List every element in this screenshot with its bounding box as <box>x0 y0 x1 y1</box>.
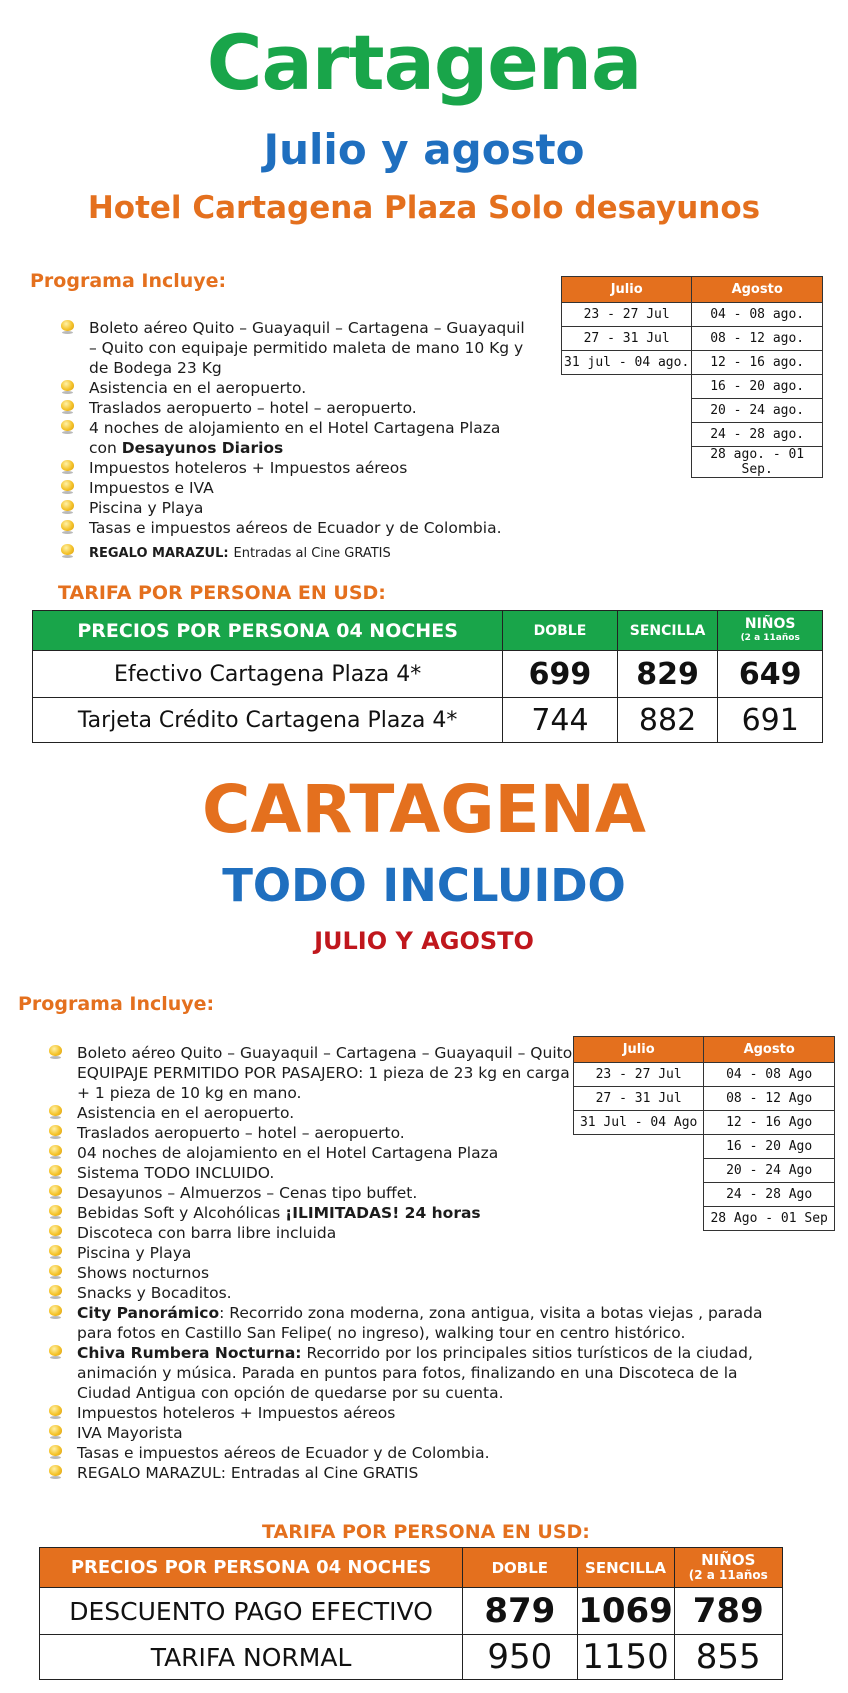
price-cell: 699 <box>503 651 617 698</box>
row-label: Efectivo Cartagena Plaza 4* <box>33 651 503 698</box>
list-item: Piscina y Playa <box>49 1243 789 1263</box>
program-heading-2: Programa Incluye: <box>18 993 215 1015</box>
date-cell: 12 - 16 ago. <box>692 351 823 375</box>
bullet-icon <box>61 480 74 491</box>
list-item: Asistencia en el aeropuerto. <box>49 1103 789 1123</box>
list-item-gift: REGALO MARAZUL: Entradas al Cine GRATIS <box>61 542 531 564</box>
list-item: 4 noches de alojamiento en el Hotel Cartagena Plaza con Desayunos Diarios <box>61 418 531 458</box>
bullet-icon <box>49 1145 62 1156</box>
bullet-icon <box>49 1285 62 1296</box>
date-cell: 08 - 12 Ago <box>704 1087 835 1111</box>
col-sencilla: SENCILLA <box>577 1548 674 1588</box>
bullet-icon <box>49 1445 62 1456</box>
price-cell: 882 <box>617 698 718 743</box>
dates-header-julio: Julio <box>562 277 692 303</box>
list-item: Chiva Rumbera Nocturna: Recorrido por los principales sitios turísticos de la ciudad, animación y música. Parada en puntos para fotos, finalizando en una Discoteca de la Ciudad Antigua con opción de quedarse por su cuenta. <box>49 1343 789 1403</box>
price-cell: 789 <box>674 1588 783 1635</box>
date-cell: 04 - 08 Ago <box>704 1063 835 1087</box>
subtitle-hotel: Hotel Cartagena Plaza Solo desayunos <box>87 190 761 226</box>
list-item: Piscina y Playa <box>61 498 531 518</box>
bullet-icon <box>61 544 74 555</box>
price-table <box>32 610 823 743</box>
list-item: Sistema TODO INCLUIDO. <box>49 1163 789 1183</box>
price-cell: 1069 <box>577 1588 674 1635</box>
bullet-icon <box>49 1225 62 1236</box>
list-item: Traslados aeropuerto – hotel – aeropuerto. <box>61 398 531 418</box>
list-item: Discoteca con barra libre incluida <box>49 1223 789 1243</box>
date-cell: 27 - 31 Jul <box>562 327 692 351</box>
table-row <box>40 1588 783 1635</box>
table-row <box>33 651 823 698</box>
date-cell: 27 - 31 Jul <box>574 1087 704 1111</box>
date-cell: 08 - 12 ago. <box>692 327 823 351</box>
price-cell: 691 <box>718 698 823 743</box>
bullet-icon <box>49 1265 62 1276</box>
bullet-icon <box>49 1425 62 1436</box>
tarifa-label: TARIFA POR PERSONA EN USD: <box>58 582 386 604</box>
bullet-icon <box>49 1465 62 1476</box>
bullet-icon <box>61 460 74 471</box>
date-cell: 23 - 27 Jul <box>562 303 692 327</box>
dates-header-agosto: Agosto <box>704 1037 835 1063</box>
date-cell: 12 - 16 Ago <box>704 1111 835 1135</box>
list-item: REGALO MARAZUL: Entradas al Cine GRATIS <box>49 1463 789 1483</box>
date-cell: 20 - 24 ago. <box>692 399 823 423</box>
bullet-icon <box>61 520 74 531</box>
col-doble: DOBLE <box>463 1548 577 1588</box>
row-label: DESCUENTO PAGO EFECTIVO <box>40 1588 463 1635</box>
list-item: Boleto aéreo Quito – Guayaquil – Cartagena – Guayaquil – Quito con equipaje permitido maleta de mano 10 Kg y de Bodega 23 Kg <box>61 318 531 378</box>
date-cell: 28 Ago - 01 Sep <box>704 1207 835 1231</box>
date-cell: 23 - 27 Jul <box>574 1063 704 1087</box>
row-label: TARIFA NORMAL <box>40 1635 463 1680</box>
subtitle-months: Julio y agosto <box>263 125 585 174</box>
price-cell: 855 <box>674 1635 783 1680</box>
date-cell: 04 - 08 ago. <box>692 303 823 327</box>
section2-title: CARTAGENA <box>202 771 646 848</box>
table-row <box>40 1635 783 1680</box>
col-ninos: NIÑOS (2 a 11años <box>674 1548 783 1588</box>
date-cell: 31 Jul - 04 Ago <box>574 1111 704 1135</box>
program-heading: Programa Incluye: <box>30 270 227 292</box>
price-cell: 829 <box>617 651 718 698</box>
date-cell: 20 - 24 Ago <box>704 1159 835 1183</box>
list-item: Bebidas Soft y Alcohólicas ¡ILIMITADAS! 24 horas <box>49 1203 789 1223</box>
price-header: PRECIOS POR PERSONA 04 NOCHES <box>33 611 503 651</box>
dates-table-2 <box>573 1036 835 1231</box>
list-item: Desayunos – Almuerzos – Cenas tipo buffet. <box>49 1183 789 1203</box>
list-item: Tasas e impuestos aéreos de Ecuador y de Colombia. <box>49 1443 789 1463</box>
price-cell: 744 <box>503 698 617 743</box>
price-header: PRECIOS POR PERSONA 04 NOCHES <box>40 1548 463 1588</box>
price-cell: 950 <box>463 1635 577 1680</box>
list-item: 04 noches de alojamiento en el Hotel Cartagena Plaza <box>49 1143 789 1163</box>
bullet-icon <box>49 1105 62 1116</box>
list-item: Impuestos e IVA <box>61 478 531 498</box>
table-row <box>33 698 823 743</box>
section2-subtitle: TODO INCLUIDO <box>222 859 626 912</box>
bullet-icon <box>61 420 74 431</box>
bullet-icon <box>61 320 74 331</box>
list-item: Tasas e impuestos aéreos de Ecuador y de Colombia. <box>61 518 531 538</box>
bullet-icon <box>49 1305 62 1316</box>
bullet-icon <box>61 380 74 391</box>
dates-header-agosto: Agosto <box>692 277 823 303</box>
bullet-icon <box>49 1045 62 1056</box>
list-item: Boleto aéreo Quito – Guayaquil – Cartagena – Guayaquil – Quito EQUIPAJE PERMITIDO POR PASAJERO: 1 pieza de 23 kg en carga + 1 pieza de 10 kg en mano. <box>49 1043 587 1103</box>
price-cell: 1150 <box>577 1635 674 1680</box>
price-cell: 649 <box>718 651 823 698</box>
col-ninos: NIÑOS (2 a 11años <box>718 611 823 651</box>
bullet-icon <box>61 500 74 511</box>
date-cell: 31 jul - 04 ago. <box>562 351 692 375</box>
dates-table <box>561 276 823 478</box>
list-item: Impuestos hoteleros + Impuestos aéreos <box>49 1403 789 1423</box>
list-item: City Panorámico: Recorrido zona moderna, zona antigua, visita a botas viejas , parada para fotos en Castillo San Felipe( no ingreso), walking tour en centro histórico. <box>49 1303 789 1343</box>
col-doble: DOBLE <box>503 611 617 651</box>
date-cell: 24 - 28 ago. <box>692 423 823 447</box>
page-title: Cartagena <box>206 18 642 107</box>
bullet-icon <box>49 1205 62 1216</box>
date-cell: 28 ago. - 01 Sep. <box>692 447 823 478</box>
section2-months: JULIO Y AGOSTO <box>314 927 534 955</box>
date-cell: 16 - 20 ago. <box>692 375 823 399</box>
bullet-icon <box>49 1185 62 1196</box>
date-cell: 16 - 20 Ago <box>704 1135 835 1159</box>
dates-header-julio: Julio <box>574 1037 704 1063</box>
program-list <box>61 318 531 564</box>
bullet-icon <box>61 400 74 411</box>
row-label: Tarjeta Crédito Cartagena Plaza 4* <box>33 698 503 743</box>
date-cell: 24 - 28 Ago <box>704 1183 835 1207</box>
bullet-icon <box>49 1345 62 1356</box>
bullet-icon <box>49 1405 62 1416</box>
bullet-icon <box>49 1125 62 1136</box>
list-item: Asistencia en el aeropuerto. <box>61 378 531 398</box>
col-sencilla: SENCILLA <box>617 611 718 651</box>
list-item: Traslados aeropuerto – hotel – aeropuerto. <box>49 1123 789 1143</box>
list-item: IVA Mayorista <box>49 1423 789 1443</box>
bullet-icon <box>49 1165 62 1176</box>
price-table-2 <box>39 1547 783 1680</box>
list-item: Snacks y Bocaditos. <box>49 1283 789 1303</box>
list-item: Shows nocturnos <box>49 1263 789 1283</box>
bullet-icon <box>49 1245 62 1256</box>
list-item: Impuestos hoteleros + Impuestos aéreos <box>61 458 531 478</box>
tarifa-label-2: TARIFA POR PERSONA EN USD: <box>262 1521 590 1543</box>
price-cell: 879 <box>463 1588 577 1635</box>
